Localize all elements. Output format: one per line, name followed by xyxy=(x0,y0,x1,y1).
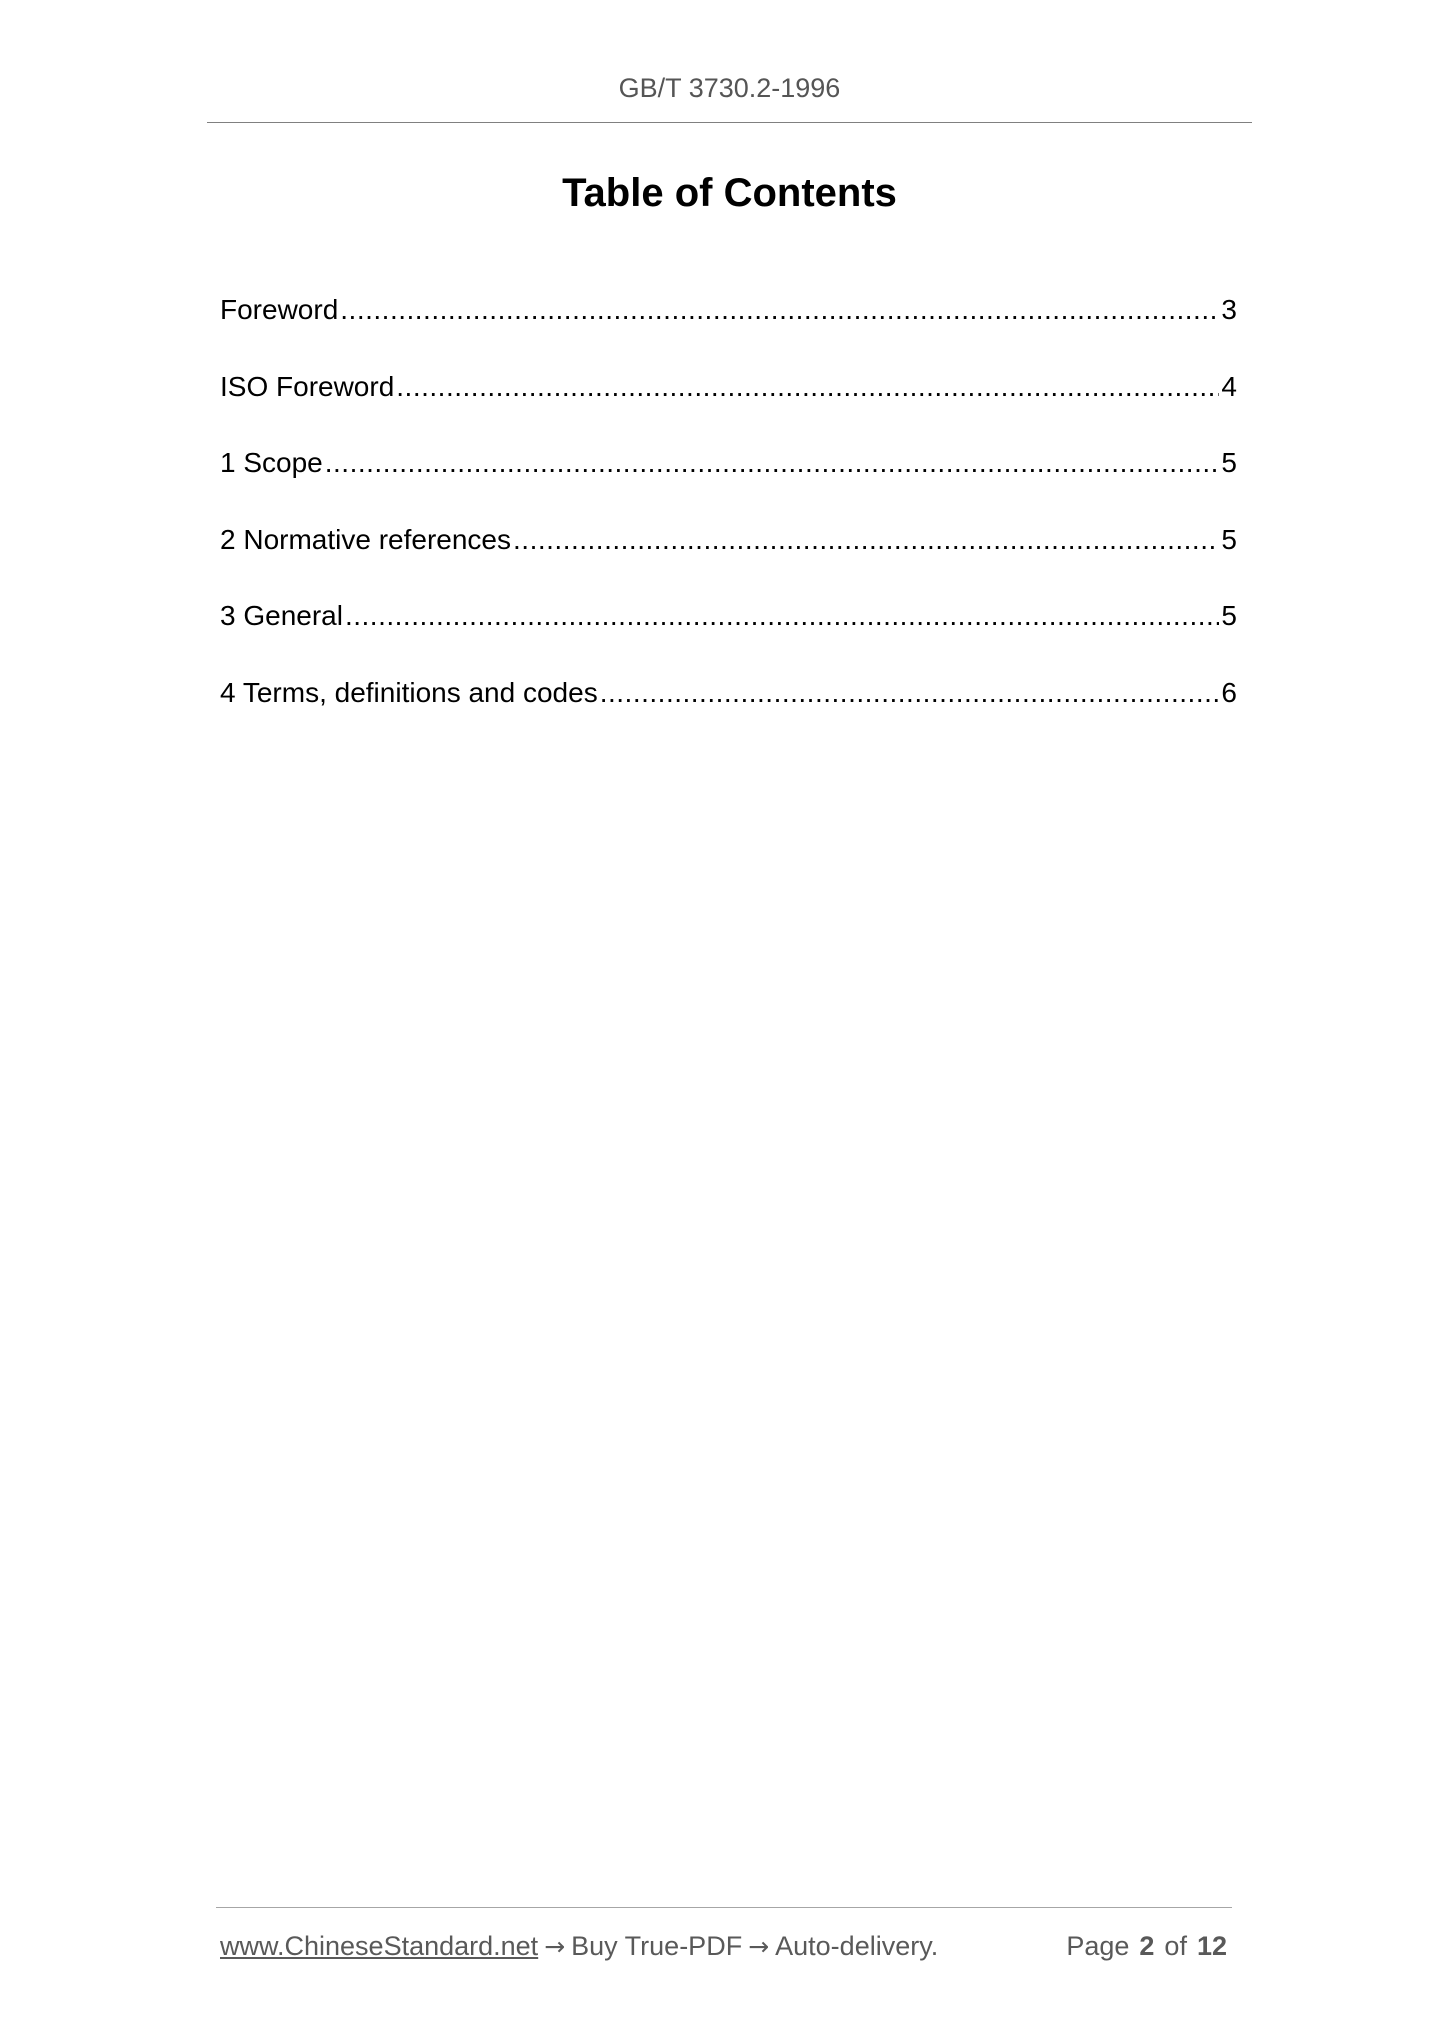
toc-entry-page: 5 xyxy=(1221,600,1237,631)
toc-entry-page: 5 xyxy=(1221,523,1237,555)
current-page: 2 xyxy=(1139,1931,1155,1961)
toc-entry-label: Foreword xyxy=(220,294,339,325)
toc-entry[interactable] xyxy=(220,443,1237,520)
toc-entry-label: ISO Foreword xyxy=(220,370,395,402)
toc-entry[interactable] xyxy=(220,673,1237,750)
page-word: Page xyxy=(1066,1931,1130,1961)
dot-leader xyxy=(325,443,1220,483)
toc-entry[interactable] xyxy=(220,367,1237,444)
page-footer xyxy=(220,1926,1232,1966)
toc-entry[interactable] xyxy=(220,290,1237,367)
toc-entry-label: 2 Normative references xyxy=(220,523,512,555)
dot-leader xyxy=(600,673,1220,713)
right-arrow-icon: → xyxy=(748,1932,770,1961)
footer-step-delivery: Auto-delivery. xyxy=(775,1931,939,1961)
dot-leader xyxy=(396,367,1219,407)
toc-entry-page: 4 xyxy=(1221,370,1237,402)
toc-entry[interactable] xyxy=(220,520,1237,597)
dot-leader xyxy=(345,596,1219,636)
right-arrow-icon: → xyxy=(544,1932,566,1961)
dot-leader xyxy=(340,290,1219,330)
of-word: of xyxy=(1164,1931,1187,1961)
table-of-contents xyxy=(220,290,1237,749)
toc-entry[interactable] xyxy=(220,596,1237,673)
dot-leader xyxy=(513,520,1219,560)
toc-title: Table of Contents xyxy=(562,171,897,215)
website-link[interactable]: www.ChineseStandard.net xyxy=(220,1931,539,1961)
toc-entry-label: 4 Terms, definitions and codes xyxy=(220,676,598,708)
footer-divider xyxy=(216,1907,1232,1908)
toc-entry-page: 5 xyxy=(1221,447,1237,478)
total-pages: 12 xyxy=(1196,1931,1227,1961)
header-divider xyxy=(207,122,1252,123)
footer-step-buy: Buy True-PDF xyxy=(571,1931,743,1961)
toc-entry-label: 3 General xyxy=(220,600,343,631)
toc-entry-page: 6 xyxy=(1221,676,1237,708)
footer-promo xyxy=(220,1926,938,1967)
document-header: GB/T 3730.2-1996 xyxy=(618,73,841,103)
toc-entry-label: 1 Scope xyxy=(220,447,323,478)
page-number xyxy=(1066,1926,1227,1966)
toc-entry-page: 3 xyxy=(1221,294,1237,325)
